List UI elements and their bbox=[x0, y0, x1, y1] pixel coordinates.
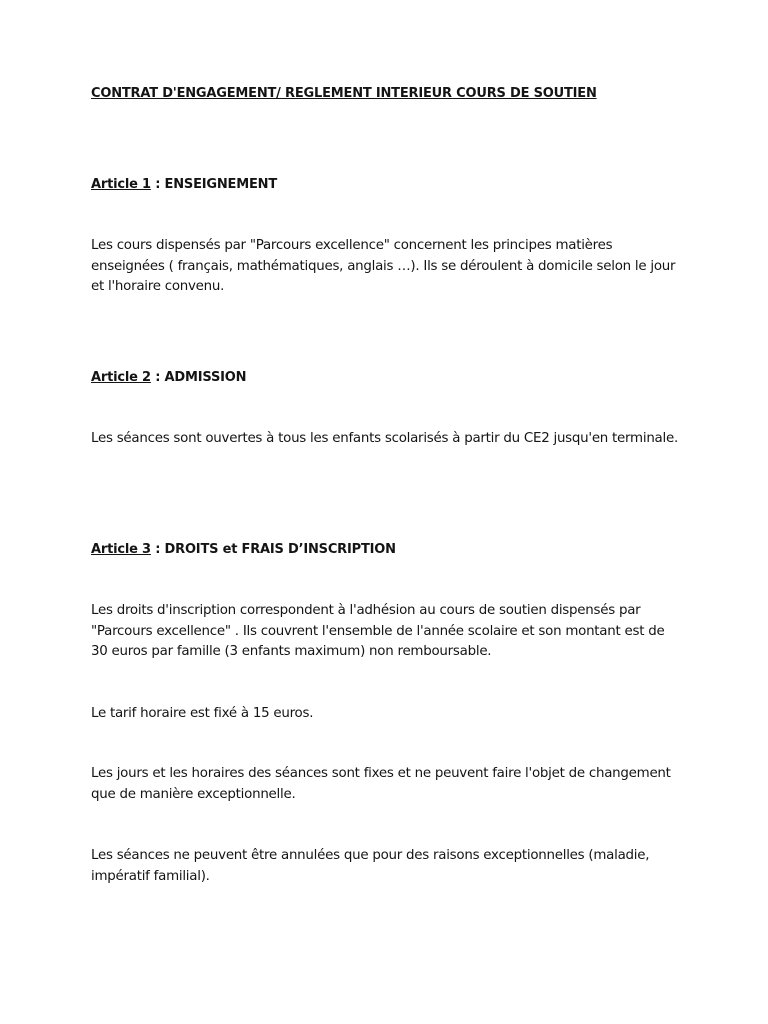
article-3-paragraph-3: Les jours et les horaires des séances sont fixes et ne peuvent faire l'objet de changement que de manière exceptionnelle. bbox=[91, 766, 671, 802]
article-3-label: Article 3 bbox=[91, 542, 151, 557]
article-3-title: : DROITS et FRAIS D’INSCRIPTION bbox=[150, 542, 396, 557]
article-3-paragraph-4: Les séances ne peuvent être annulées que pour des raisons exceptionnelles (maladie, impératif familial). bbox=[91, 848, 650, 884]
document-page bbox=[91, 0, 681, 1024]
article-2-heading bbox=[91, 369, 246, 387]
article-1-heading bbox=[91, 176, 277, 194]
article-2-title: : ADMISSION bbox=[150, 370, 247, 385]
document-title: CONTRAT D'ENGAGEMENT/ REGLEMENT INTERIEUR COURS DE SOUTIEN bbox=[91, 86, 597, 101]
article-1-title: : ENSEIGNEMENT bbox=[150, 177, 277, 192]
article-3-paragraph-2: Le tarif horaire est fixé à 15 euros. bbox=[91, 706, 314, 721]
article-3-heading bbox=[91, 541, 396, 559]
article-1-paragraph-1: Les cours dispensés par "Parcours excellence" concernent les principes matières enseignées ( français, mathématiques, anglais …). Ils se déroulent à domicile selon le jour et l'horaire convenu. bbox=[91, 238, 676, 295]
article-2-label: Article 2 bbox=[91, 370, 151, 385]
article-3-paragraph-1: Les droits d'inscription correspondent à l'adhésion au cours de soutien dispensés par "Parcours excellence" . Ils couvrent l'ensemble de l'année scolaire et son montant est de 30 euros par famille (3 enfants maximum) non remboursable. bbox=[91, 603, 665, 660]
article-1-label: Article 1 bbox=[91, 177, 151, 192]
article-2-paragraph-1: Les séances sont ouvertes à tous les enfants scolarisés à partir du CE2 jusqu'en terminale. bbox=[91, 431, 678, 446]
